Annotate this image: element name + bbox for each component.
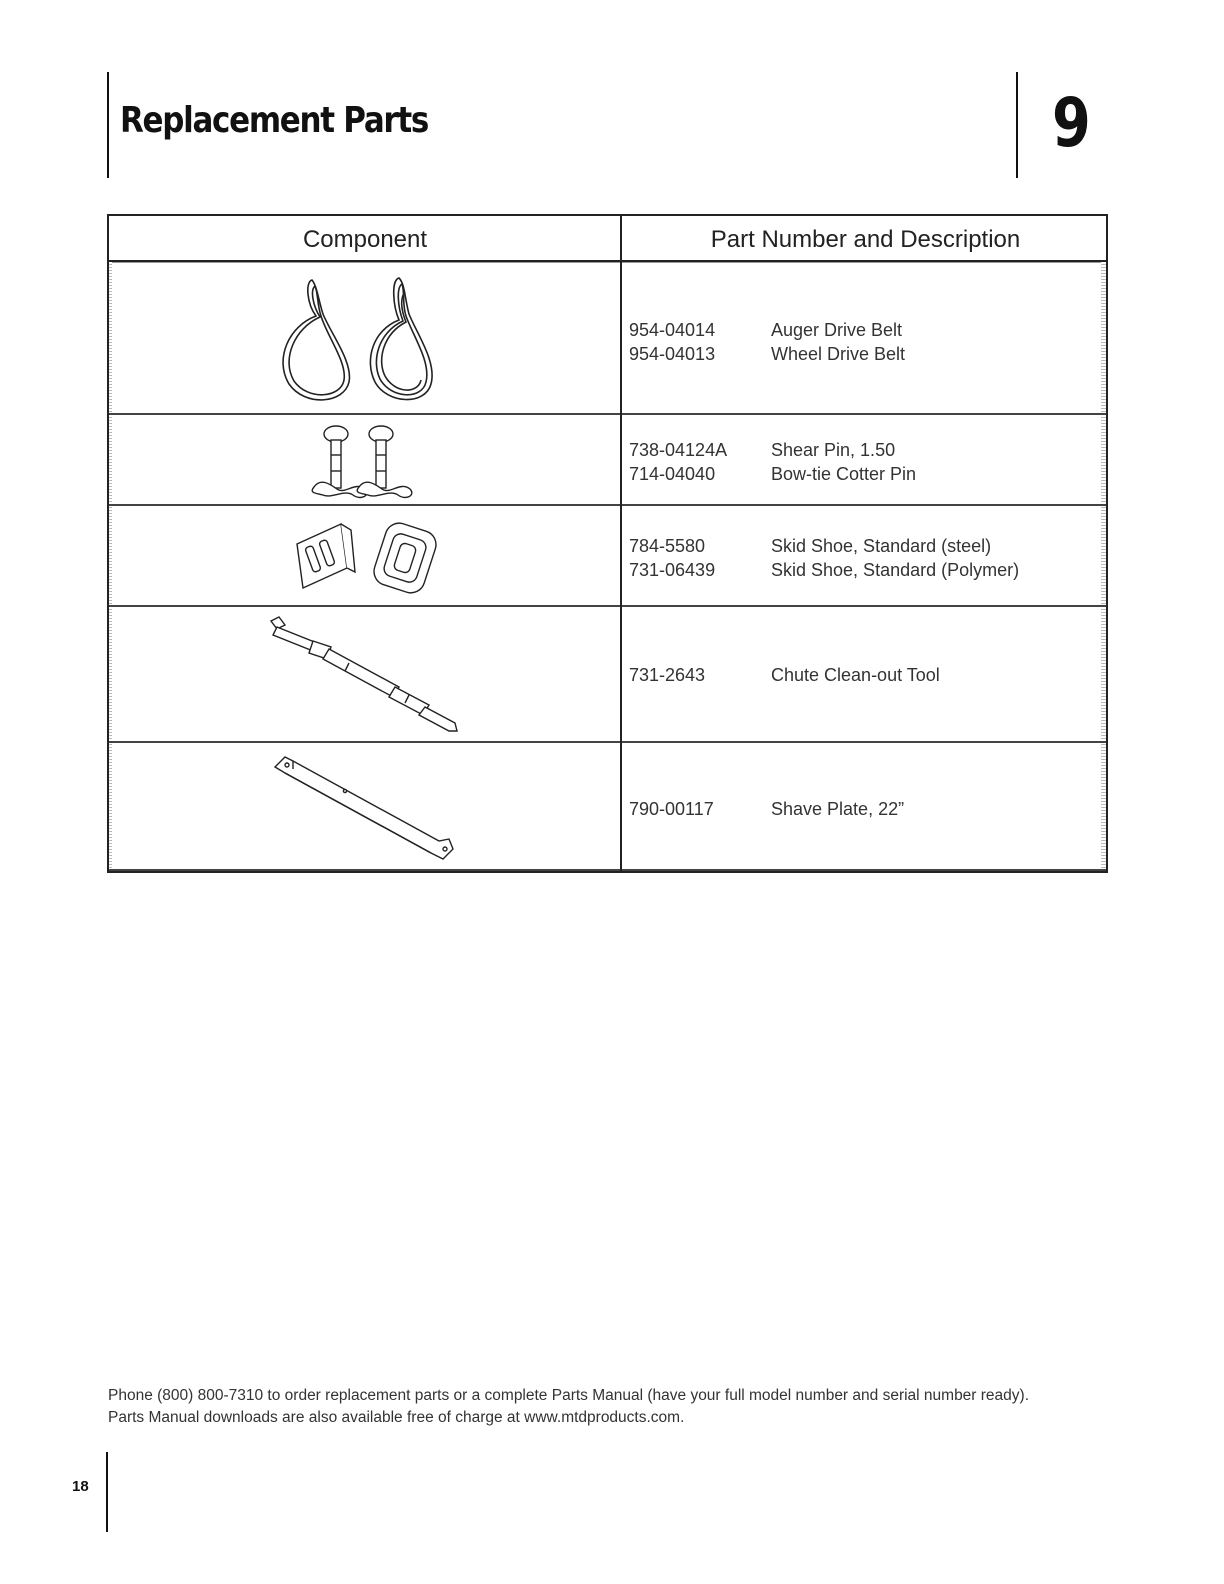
table-row <box>109 607 1106 743</box>
part-description: Wheel Drive Belt <box>771 344 906 364</box>
header-underline <box>109 262 1106 263</box>
column-separator <box>620 216 622 871</box>
table-row <box>109 743 1106 871</box>
part-description: Skid Shoe, Standard (steel) <box>771 536 992 556</box>
skid-shoe-icon <box>109 506 620 607</box>
part-number: 731-06439 <box>629 560 716 580</box>
shear-pins-illustration <box>109 415 620 504</box>
table-header <box>109 216 1106 262</box>
header-component: Component <box>302 226 428 253</box>
part-description: Bow-tie Cotter Pin <box>771 464 917 484</box>
shave-plate-icon <box>109 743 620 871</box>
table-row <box>109 506 1106 607</box>
part-number: 790-00117 <box>629 799 714 819</box>
drive-belt-icon <box>109 264 620 415</box>
page-number-rule <box>106 1452 108 1532</box>
order-info-line: Phone (800) 800-7310 to order replacement parts or a complete Parts Manual (have your full model number and serial number ready). <box>108 1387 1030 1404</box>
chapter-number: 9 <box>1052 84 1091 163</box>
header-description: Part Number and Description <box>710 226 1021 253</box>
part-description: Chute Clean-out Tool <box>771 665 940 685</box>
part-number: 954-04013 <box>629 344 716 364</box>
drive-belts-illustration <box>109 264 620 413</box>
part-number: 731-2643 <box>629 665 706 685</box>
part-description: Shear Pin, 1.50 <box>771 440 896 460</box>
part-number: 954-04014 <box>629 320 716 340</box>
part-number: 738-04124A <box>629 440 728 460</box>
table-row <box>109 415 1106 506</box>
chapter-rule <box>1016 72 1018 178</box>
skid-shoes-illustration <box>109 506 620 605</box>
part-description: Auger Drive Belt <box>771 320 903 340</box>
parts-table <box>107 214 1108 873</box>
page-number: 18 <box>72 1478 89 1495</box>
part-number: 784-5580 <box>629 536 706 556</box>
page-title: Replacement Parts <box>120 100 429 141</box>
part-number: 714-04040 <box>629 464 716 484</box>
clean-out-tool-illustration <box>109 607 620 741</box>
part-description: Skid Shoe, Standard (Polymer) <box>771 560 1020 580</box>
title-rule <box>107 72 109 178</box>
order-info <box>108 1385 1029 1429</box>
shear-pin-icon <box>109 415 620 506</box>
table-row <box>109 264 1106 415</box>
order-info-line: Parts Manual downloads are also available free of charge at www.mtdproducts.com. <box>108 1409 685 1426</box>
shave-plate-illustration <box>109 743 620 869</box>
part-description: Shave Plate, 22” <box>771 799 905 819</box>
clean-out-tool-icon <box>109 607 620 743</box>
